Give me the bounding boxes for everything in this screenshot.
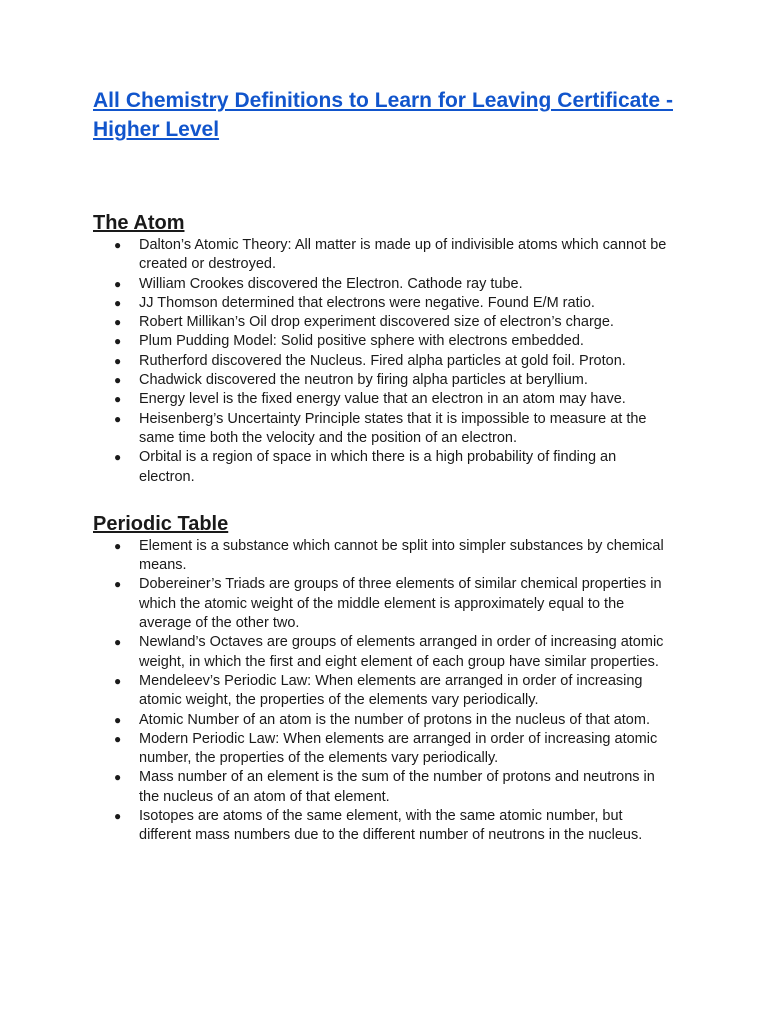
list-item-text: Chadwick discovered the neutron by firing alpha particles at beryllium. bbox=[139, 372, 588, 389]
bullet-icon: ● bbox=[114, 276, 122, 291]
list-item-text: JJ Thomson determined that electrons were negative. Found E/M ratio. bbox=[139, 294, 595, 311]
list-item bbox=[93, 371, 673, 390]
list-item bbox=[93, 313, 673, 332]
list-item bbox=[93, 294, 673, 313]
list-item-text: Atomic Number of an atom is the number of protons in the nucleus of that atom. bbox=[139, 711, 650, 728]
list-item-text: Isotopes are atoms of the same element, with the same atomic number, but different mass numbers due to the different number of neutrons in the nucleus. bbox=[139, 808, 643, 844]
list-item bbox=[93, 807, 673, 846]
list-item-text: Newland’s Octaves are groups of elements arranged in order of increasing atomic weight, in which the first and eight element of each group have similar properties. bbox=[139, 634, 664, 670]
list-item bbox=[93, 390, 673, 409]
bullet-icon: ● bbox=[114, 577, 122, 592]
bullet-icon: ● bbox=[114, 373, 122, 388]
periodic-table-definitions-list bbox=[93, 537, 673, 846]
list-item bbox=[93, 633, 673, 672]
list-item-text: Dalton’s Atomic Theory: All matter is made up of indivisible atoms which cannot be created or destroyed. bbox=[139, 237, 667, 273]
list-item bbox=[93, 236, 673, 275]
list-item bbox=[93, 575, 673, 633]
list-item-text: Orbital is a region of space in which there is a high probability of finding an electron. bbox=[139, 449, 617, 485]
list-item bbox=[93, 448, 673, 487]
bullet-icon: ● bbox=[114, 392, 122, 407]
bullet-icon: ● bbox=[114, 673, 122, 688]
list-item-text: Plum Pudding Model: Solid positive sphere with electrons embedded. bbox=[139, 333, 584, 350]
bullet-icon: ● bbox=[114, 353, 122, 368]
list-item-text: Modern Periodic Law: When elements are arranged in order of increasing atomic number, the properties of the elements vary periodically. bbox=[139, 730, 658, 767]
list-item bbox=[93, 275, 673, 294]
list-item bbox=[93, 332, 673, 351]
list-item-text: Energy level is the fixed energy value that an electron in an atom may have. bbox=[139, 391, 626, 408]
list-item-text: Dobereiner’s Triads are groups of three elements of similar chemical properties in which the atomic weight of the middle element is approximately equal to the average of the other two. bbox=[139, 576, 662, 632]
list-item bbox=[93, 730, 673, 769]
list-item bbox=[93, 672, 673, 711]
bullet-icon: ● bbox=[114, 334, 122, 349]
list-item-text: Element is a substance which cannot be split into simpler substances by chemical means. bbox=[139, 537, 664, 574]
list-item-text: Mass number of an element is the sum of the number of protons and neutrons in the nucleus of an atom of that element. bbox=[139, 769, 655, 805]
list-item-text: William Crookes discovered the Electron. Cathode ray tube. bbox=[139, 275, 523, 292]
atom-definitions-list bbox=[93, 236, 673, 487]
bullet-icon: ● bbox=[114, 315, 122, 330]
bullet-icon: ● bbox=[114, 450, 122, 465]
section-heading-the-atom: The Atom bbox=[93, 212, 185, 234]
bullet-icon: ● bbox=[114, 295, 122, 310]
list-item-text: Mendeleev’s Periodic Law: When elements are arranged in order of increasing atomic weight, the properties of the elements vary periodically. bbox=[139, 672, 643, 709]
bullet-icon: ● bbox=[114, 411, 122, 426]
document-page bbox=[93, 86, 673, 846]
list-item-text: Rutherford discovered the Nucleus. Fired alpha particles at gold foil. Proton. bbox=[139, 352, 626, 369]
section-heading-periodic-table: Periodic Table bbox=[93, 512, 229, 535]
list-item-text: Robert Millikan’s Oil drop experiment discovered size of electron’s charge. bbox=[139, 314, 614, 331]
list-item bbox=[93, 410, 673, 449]
list-item bbox=[93, 352, 673, 371]
bullet-icon: ● bbox=[114, 770, 122, 785]
bullet-icon: ● bbox=[114, 712, 122, 727]
bullet-icon: ● bbox=[114, 635, 122, 650]
list-item-text: Heisenberg’s Uncertainty Principle states that it is impossible to measure at the same time both the velocity and the position of an electron. bbox=[139, 410, 647, 446]
list-item bbox=[93, 768, 673, 807]
bullet-icon: ● bbox=[114, 238, 122, 252]
bullet-icon: ● bbox=[114, 538, 122, 553]
list-item bbox=[93, 711, 673, 730]
document-title[interactable]: All Chemistry Definitions to Learn for Leaving Certificate - Higher Level bbox=[93, 89, 673, 141]
list-item bbox=[93, 537, 673, 576]
bullet-icon: ● bbox=[114, 731, 122, 746]
bullet-icon: ● bbox=[114, 809, 122, 824]
